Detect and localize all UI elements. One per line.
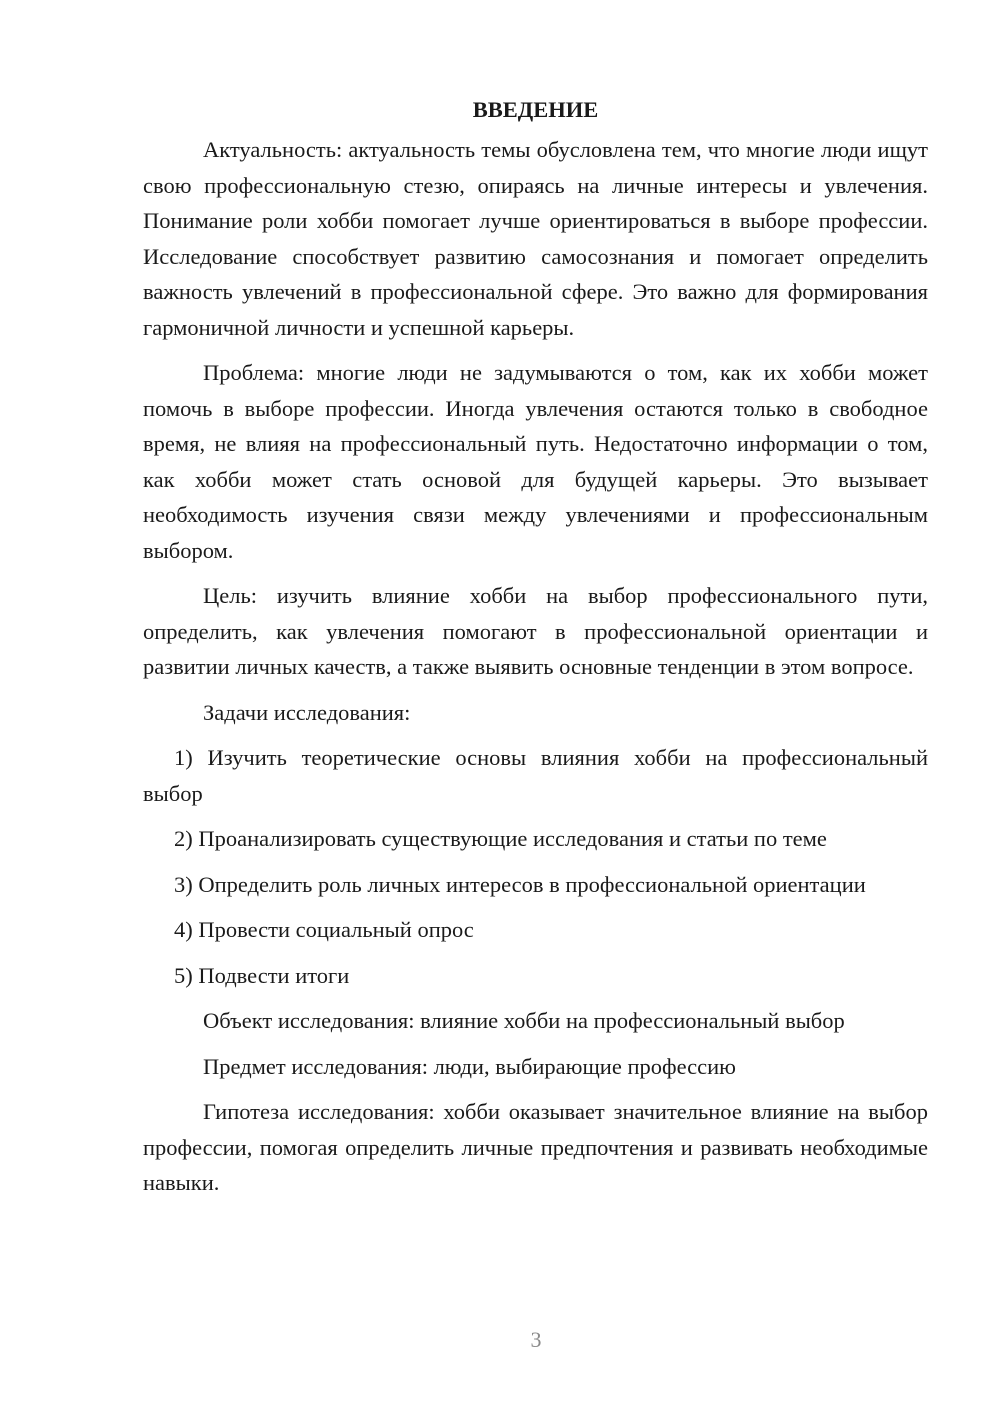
research-subject: Предмет исследования: люди, выбирающие профессию xyxy=(203,1053,736,1079)
task-item-1: 1) Изучить теоретические основы влияния хобби на профессиональный выбор xyxy=(143,745,928,806)
goal-paragraph: Цель: изучить влияние хобби на выбор профессионального пути, определить, как увлечения помогают в профессиональной ориентации и развитии личных качеств, а также выявить основные тенденции в этом вопросе. xyxy=(143,583,928,679)
relevance-paragraph: Актуальность: актуальность темы обусловлена тем, что многие люди ищут свою профессиональную стезю, опираясь на личные интересы и увлечения. Понимание роли хобби помогает лучше ориентироваться в выборе профессии. Исследование способствует развитию самосознания и помогает определить важность увлечений в профессиональной сфере. Это важно для формирования гармоничной личности и успешной карьеры. xyxy=(143,137,928,340)
research-hypothesis: Гипотеза исследования: хобби оказывает значительное влияние на выбор профессии, помогая определить личные предпочтения и развивать необходимые навыки. xyxy=(143,1099,928,1195)
task-item-3: 3) Определить роль личных интересов в профессиональной ориентации xyxy=(174,871,866,897)
tasks-heading: Задачи исследования: xyxy=(203,699,411,725)
research-object: Объект исследования: влияние хобби на профессиональный выбор xyxy=(203,1008,845,1033)
task-item-5: 5) Подвести итоги xyxy=(174,962,350,988)
document-page xyxy=(143,92,928,1211)
page-title: ВВЕДЕНИЕ xyxy=(472,97,599,122)
problem-paragraph: Проблема: многие люди не задумываются о том, как их хобби может помочь в выборе профессии. Иногда увлечения остаются только в свободное время, не влияя на профессиональный путь. Недостаточно информации о том, как хобби может стать основой для будущей карьеры. Это вызывает необходимость изучения связи между увлечениями и профессиональным выбором. xyxy=(143,360,928,563)
task-item-4: 4) Провести социальный опрос xyxy=(174,917,474,942)
page-number: 3 xyxy=(530,1327,542,1352)
task-item-2: 2) Проанализировать существующие исследования и статьи по теме xyxy=(174,826,827,851)
